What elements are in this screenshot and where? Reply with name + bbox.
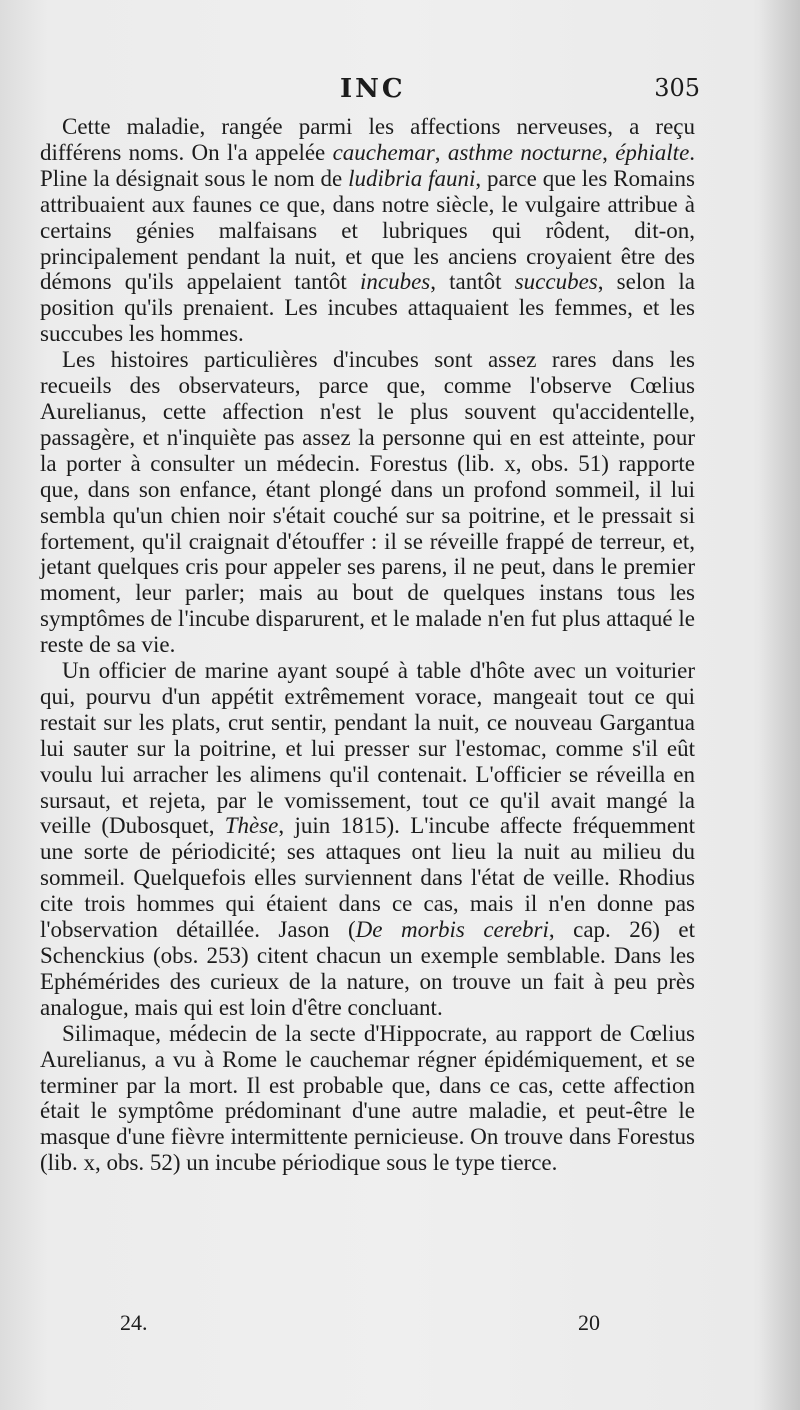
paragraph-4: [40, 1021, 695, 1176]
body-text: [40, 114, 695, 1176]
text-run: ,: [434, 139, 448, 165]
text-run: , juin 1815). L'incube affecte fréquemment une sorte de périodicité; ses attaques ont lieu la nuit au milieu du sommeil. Quelquefois elles surviennent dans l'état de veille. Rhodius cite trois hommes qui étaient dans ce cas, mais il n'en donne pas l'observation détaillée. Jason (: [40, 813, 696, 943]
italic-run: De morbis cerebri: [355, 917, 549, 943]
italic-run: Thèse: [224, 813, 279, 839]
binding-shadow: [760, 0, 800, 1410]
italic-run: éphialte: [615, 139, 690, 165]
paragraph-2: [40, 347, 695, 658]
page-header: [40, 74, 700, 114]
paragraph-3: [40, 658, 695, 1021]
running-head: INC: [340, 74, 406, 104]
paragraph-1: [40, 114, 695, 347]
page-number: 305: [654, 74, 700, 102]
italic-run: incubes: [359, 269, 431, 295]
text-run: , tantôt: [430, 269, 515, 295]
text-run: , parce que les Romains attribuaient aux faunes ce que, dans notre siècle, le vulgaire attribue à certains génies malfaisans et lubriques qui rôdent, dit-on, principalement pendant la nuit, et que les anciens croyaient être des démons qu'ils appelaient tantôt: [40, 165, 695, 295]
signature-mark: 24.: [120, 1310, 148, 1335]
text-run: Cette maladie, rangée parmi les affections nerveuses, a reçu différens noms. On l'a appelée: [40, 114, 695, 165]
text-run: Les histoires particulières d'incubes sont assez rares dans les recueils des observateurs, parce que, comme l'observe Cœlius Aurelianus, cette affection n'est le plus souvent qu'accidentelle, passagère, et n'inquiète pas assez la personne qui en est atteinte, pour la porter à consulter un médecin. Forestus (lib. x, obs. 51) rapporte que, dans son enfance, étant plongé dans un profond sommeil, il lui sembla qu'un chien noir s'était couché sur sa poitrine, et le pressait si fortement, qu'il craignait d'étouffer : il se réveille frappé de terreur, et, jetant quelques cris pour appeler ses parens, il ne peut, dans le premier moment, leur parler; mais au bout de quelques instans tous les symptômes de l'incube disparurent, et le malade n'en fut plus attaqué le reste de sa vie.: [40, 347, 695, 658]
text-run: Un officier de marine ayant soupé à table d'hôte avec un voiturier qui, pourvu d'un appétit extrêmement vorace, mangeait tout ce qui restait sur les plats, crut sentir, pendant la nuit, ce nouveau Gargantua lui sauter sur la poitrine, et lui presser sur l'estomac, comme s'il eût voulu lui arracher les alimens qu'il contenait. L'officier se réveilla en sursaut, et rejeta, par le vomissement, tout ce qu'il avait mangé la veille (Dubosquet,: [40, 658, 695, 839]
text-run: , cap. 26) et Schenckius (obs. 253) citent chacun un exemple semblable. Dans les Ephémérides des curieux de la nature, on trouve un fait à peu près analogue, mais qui est loin d'être concluant.: [40, 917, 695, 1020]
italic-run: ludibria fauni: [348, 165, 476, 191]
italic-run: cauchemar: [332, 139, 435, 165]
text-run: ,: [602, 139, 616, 165]
page-footer: [120, 1310, 600, 1340]
text-run: , selon la position qu'ils prenaient. Les incubes attaquaient les femmes, et les succubes les hommes.: [40, 269, 695, 347]
italic-run: succubes: [514, 269, 598, 295]
text-run: . Pline la désignait sous le nom de: [40, 139, 696, 191]
italic-run: asthme nocturne: [447, 139, 603, 165]
sheet-number: 20: [578, 1310, 600, 1335]
text-run: Silimaque, médecin de la secte d'Hippocrate, au rapport de Cœlius Aurelianus, a vu à Rome le cauchemar régner épidémiquement, et se terminer par la mort. Il est probable que, dans ce cas, cette affection était le symptôme prédominant d'une autre maladie, et peut-être le masque d'une fièvre intermittente pernicieuse. On trouve dans Forestus (lib. x, obs. 52) un incube périodique sous le type tierce.: [40, 1020, 695, 1176]
